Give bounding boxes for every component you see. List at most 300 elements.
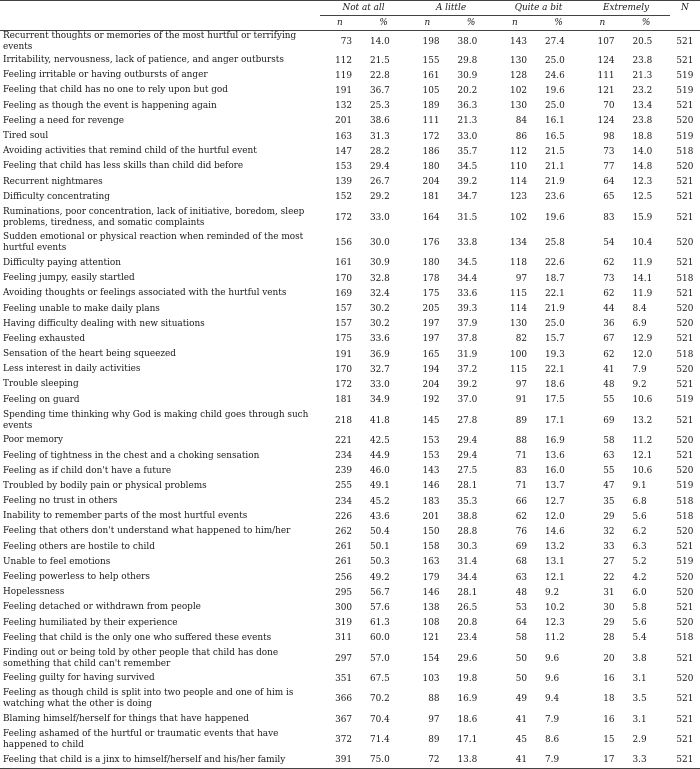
cell-extremely-pct: 12.1	[632, 451, 653, 462]
symptom-label: Inability to remember parts of the most hurtful events	[3, 511, 248, 522]
cell-a-little-n: 201	[422, 511, 440, 522]
cell-quite-a-bit-pct: 13.7	[545, 481, 565, 492]
cell-total-n: 521	[676, 55, 694, 66]
cell-a-little-n: 205	[422, 304, 440, 315]
cell-extremely-pct: 11.9	[632, 258, 653, 269]
table-row	[0, 347, 700, 362]
table-row	[0, 393, 700, 408]
cell-quite-a-bit-n: 110	[510, 161, 527, 172]
cell-quite-a-bit-n: 89	[515, 415, 527, 426]
symptom-label: Sensation of the heart being squeezed	[3, 349, 176, 360]
cell-quite-a-bit-n: 100	[510, 349, 527, 360]
table-row	[0, 159, 700, 174]
cell-not-at-all-n: 297	[335, 653, 353, 664]
cell-not-at-all-n: 132	[335, 101, 353, 112]
table-row	[0, 712, 700, 727]
cell-total-n: 521	[676, 334, 694, 345]
cell-a-little-pct: 34.7	[457, 192, 478, 203]
cell-total-n: 521	[676, 415, 694, 426]
cell-not-at-all-n: 153	[335, 161, 353, 172]
cell-total-n: 519	[676, 131, 694, 142]
cell-not-at-all-n: 366	[335, 694, 353, 705]
cell-extremely-pct: 12.0	[632, 349, 653, 360]
symptom-label: Feeling jumpy, easily startled	[3, 273, 135, 284]
table-row	[0, 230, 700, 256]
table-row	[0, 332, 700, 347]
table-row	[0, 114, 700, 129]
cell-not-at-all-n: 221	[335, 435, 353, 446]
cell-a-little-n: 145	[422, 415, 440, 426]
cell-quite-a-bit-n: 91	[515, 395, 527, 406]
cell-not-at-all-n: 157	[335, 319, 353, 330]
symptom-label: Feeling as if child don't have a future	[3, 465, 172, 476]
cell-total-n: 521	[676, 177, 694, 188]
symptom-label: Irritability, nervousness, lack of patience, and anger outbursts	[3, 55, 284, 66]
table-row	[0, 479, 700, 494]
table-row	[0, 671, 700, 686]
table-row	[0, 570, 700, 585]
cell-a-little-n: 105	[422, 85, 440, 96]
symptom-label: Recurrent thoughts or memories of the most hurtful or terrifying events	[3, 31, 297, 52]
cell-quite-a-bit-pct: 25.0	[545, 101, 565, 112]
cell-a-little-pct: 34.4	[457, 572, 478, 583]
cell-a-little-n: 146	[422, 587, 440, 598]
symptom-label: Feeling that child is a jinx to himself/herself and his/her family	[0, 753, 320, 769]
cell-extremely-pct: 13.4	[632, 101, 653, 112]
cell-quite-a-bit-pct: 27.4	[545, 37, 565, 47]
cell-quite-a-bit-pct: 22.1	[545, 288, 565, 299]
cell-not-at-all-n: 319	[335, 618, 353, 629]
cell-extremely-pct: 6.2	[632, 526, 647, 537]
cell-a-little-pct: 20.8	[457, 618, 478, 629]
cell-a-little-n: 189	[422, 101, 440, 112]
cell-not-at-all-pct: 34.9	[370, 395, 390, 406]
cell-extremely-n: 30	[603, 602, 615, 613]
cell-quite-a-bit-n: 64	[515, 618, 527, 629]
cell-quite-a-bit-pct: 21.1	[545, 161, 565, 172]
cell-not-at-all-pct: 30.0	[370, 238, 390, 249]
cell-extremely-pct: 5.6	[632, 618, 647, 629]
cell-extremely-n: 32	[603, 526, 615, 537]
cell-a-little-n: 138	[422, 602, 440, 613]
cell-a-little-pct: 33.0	[457, 131, 478, 142]
cell-quite-a-bit-n: 97	[515, 379, 527, 390]
cell-quite-a-bit-n: 112	[510, 146, 527, 157]
cell-total-n: 518	[676, 349, 694, 360]
cell-a-little-n: 103	[422, 673, 440, 684]
cell-a-little-pct: 20.2	[457, 85, 478, 96]
symptom-label: Feeling humiliated by their experience	[3, 617, 178, 628]
pct-header: %	[535, 16, 582, 31]
cell-not-at-all-pct: 14.0	[370, 37, 390, 47]
cell-quite-a-bit-pct: 22.6	[545, 258, 565, 269]
cell-a-little-n: 143	[422, 466, 440, 477]
cell-a-little-pct: 21.3	[457, 116, 478, 127]
cell-a-little-pct: 33.8	[457, 238, 478, 249]
cell-total-n: 521	[670, 753, 700, 769]
cell-quite-a-bit-pct: 16.1	[545, 116, 565, 127]
cell-not-at-all-n: 163	[335, 131, 353, 142]
cell-quite-a-bit-n: 143	[510, 37, 527, 47]
cell-extremely-pct: 12.9	[632, 334, 653, 345]
symptom-label: Feeling no trust in others	[3, 496, 118, 507]
cell-total-n: 521	[676, 694, 694, 705]
cell-quite-a-bit-n: 82	[515, 334, 527, 345]
cell-not-at-all-n: 191	[335, 349, 353, 360]
cell-extremely-pct: 3.3	[623, 753, 670, 769]
cell-quite-a-bit-n: 88	[515, 435, 527, 446]
cell-a-little-n: 183	[422, 496, 440, 507]
cell-not-at-all-pct: 57.6	[370, 602, 390, 613]
cell-total-n: 519	[676, 85, 694, 96]
cell-extremely-pct: 9.2	[632, 379, 647, 390]
cell-a-little-pct: 31.5	[457, 212, 478, 223]
cell-total-n: 518	[676, 273, 694, 284]
cell-not-at-all-pct: 70.2	[370, 694, 390, 705]
cell-extremely-pct: 11.2	[632, 435, 653, 446]
cell-a-little-pct: 34.5	[457, 161, 478, 172]
cell-a-little-pct: 35.7	[457, 146, 478, 157]
cell-a-little-pct: 17.1	[457, 735, 478, 745]
cell-a-little-n: 194	[422, 364, 440, 375]
cell-not-at-all-pct: 49.2	[370, 572, 390, 583]
cell-a-little-pct: 27.8	[457, 415, 478, 426]
cell-a-little-n: 89	[428, 735, 440, 745]
cell-not-at-all-n: 112	[335, 55, 353, 66]
cell-quite-a-bit-n: 102	[510, 212, 527, 223]
cell-quite-a-bit-pct: 16.0	[545, 466, 565, 477]
symptom-label: Feeling that child has no one to rely upon but god	[3, 85, 228, 96]
cell-not-at-all-pct: 67.5	[370, 673, 390, 684]
cell-total-n: 521	[676, 451, 694, 462]
table-row	[0, 301, 700, 316]
cell-total-n: 521	[676, 101, 694, 112]
cell-a-little-pct: 39.2	[457, 177, 478, 188]
cell-a-little-pct: 29.4	[457, 435, 478, 446]
cell-quite-a-bit-pct: 12.7	[545, 496, 565, 507]
cell-total-n: 520	[676, 673, 694, 684]
cell-quite-a-bit-pct: 12.3	[545, 618, 565, 629]
cell-quite-a-bit-n: 83	[515, 466, 527, 477]
cell-quite-a-bit-pct: 13.1	[545, 557, 565, 568]
cell-a-little-pct: 37.2	[457, 364, 478, 375]
symptom-label: Feeling unable to make daily plans	[3, 303, 160, 314]
symptom-label: Feeling powerless to help others	[3, 572, 150, 583]
cell-a-little-pct: 33.6	[457, 288, 478, 299]
cell-not-at-all-pct: 42.5	[370, 435, 390, 446]
symptom-label: Feeling that others don't understand what happened to him/her	[3, 526, 291, 537]
cell-a-little-pct: 38.8	[457, 511, 478, 522]
cell-extremely-n: 28	[603, 633, 615, 644]
table-row	[0, 144, 700, 159]
table-row	[0, 256, 700, 271]
cell-extremely-n: 22	[603, 572, 615, 583]
cell-a-little-pct: 30.3	[457, 542, 478, 553]
cell-quite-a-bit-n: 71	[515, 451, 527, 462]
cell-a-little-n: 197	[422, 334, 440, 345]
cell-quite-a-bit-n: 50	[515, 653, 527, 664]
cell-quite-a-bit-n: 118	[510, 258, 527, 269]
cell-quite-a-bit-pct: 13.6	[545, 451, 565, 462]
cell-quite-a-bit-pct: 10.2	[545, 602, 565, 613]
cell-quite-a-bit-n: 76	[515, 526, 527, 537]
cell-extremely-pct: 6.3	[632, 542, 647, 553]
cell-extremely-n: 73	[603, 146, 615, 157]
symptom-label: Feeling on guard	[3, 394, 80, 405]
n-header: n	[582, 16, 622, 31]
cell-extremely-pct: 5.2	[632, 557, 647, 568]
cell-quite-a-bit-pct: 15.7	[545, 334, 565, 345]
cell-quite-a-bit-pct: 9.2	[545, 587, 560, 598]
cell-quite-a-bit-n: 130	[510, 101, 527, 112]
cell-quite-a-bit-pct: 21.9	[545, 304, 565, 315]
cell-a-little-n: 204	[422, 379, 440, 390]
cell-not-at-all-n: 157	[335, 304, 353, 315]
cell-extremely-n: 15	[603, 735, 615, 745]
cell-a-little-pct: 28.8	[457, 526, 478, 537]
table-row	[0, 464, 700, 479]
table-row	[0, 524, 700, 539]
cell-extremely-pct: 6.0	[632, 587, 647, 598]
cell-quite-a-bit-n: 123	[510, 192, 527, 203]
group-header-quite-a-bit: Quite a bit	[495, 1, 583, 16]
cell-not-at-all-pct: 36.7	[370, 85, 390, 96]
cell-a-little-pct: 13.8	[448, 753, 495, 769]
cell-total-n: 521	[676, 379, 694, 390]
cell-quite-a-bit-pct: 17.5	[545, 395, 565, 406]
cell-not-at-all-n: 239	[335, 466, 353, 477]
table-row	[0, 190, 700, 205]
cell-extremely-n: 54	[603, 238, 615, 249]
cell-a-little-pct: 36.3	[457, 101, 478, 112]
cell-quite-a-bit-n: 62	[515, 511, 527, 522]
cell-total-n: 521	[676, 653, 694, 664]
cell-quite-a-bit-n: 58	[515, 633, 527, 644]
cell-a-little-pct: 31.9	[457, 349, 478, 360]
cell-total-n: 519	[676, 395, 694, 406]
cell-extremely-pct: 23.8	[632, 55, 653, 66]
cell-not-at-all-n: 156	[335, 238, 353, 249]
table-row	[0, 286, 700, 301]
cell-quite-a-bit-pct: 21.9	[545, 177, 565, 188]
cell-quite-a-bit-pct: 7.9	[535, 753, 582, 769]
cell-extremely-pct: 5.6	[632, 511, 647, 522]
symptom-label: Poor memory	[3, 435, 64, 446]
symptom-label: Avoiding thoughts or feelings associated with the hurtful vents	[3, 288, 287, 299]
cell-a-little-pct: 27.5	[457, 466, 478, 477]
cell-extremely-n: 55	[603, 395, 615, 406]
cell-total-n: 521	[676, 714, 694, 725]
cell-not-at-all-pct: 50.1	[370, 542, 390, 553]
table-row	[0, 175, 700, 190]
cell-not-at-all-n: 261	[335, 542, 353, 553]
cell-total-n: 521	[676, 258, 694, 269]
cell-not-at-all-n: 255	[335, 481, 353, 492]
cell-extremely-pct: 7.9	[632, 364, 647, 375]
total-n-header: N	[670, 1, 700, 16]
cell-total-n: 518	[676, 633, 694, 644]
cell-not-at-all-pct: 32.4	[370, 288, 390, 299]
cell-a-little-n: 111	[422, 116, 440, 127]
symptom-label: Feeling as though the event is happening again	[3, 100, 217, 111]
cell-extremely-pct: 9.1	[632, 481, 647, 492]
cell-not-at-all-n: 170	[335, 273, 353, 284]
n-header: n	[495, 16, 535, 31]
cell-extremely-n: 65	[603, 192, 615, 203]
cell-total-n: 519	[676, 481, 694, 492]
cell-not-at-all-pct: 36.9	[370, 349, 390, 360]
cell-not-at-all-n: 181	[335, 395, 353, 406]
symptom-label: Feeling guilty for having survived	[3, 673, 155, 684]
cell-quite-a-bit-pct: 18.7	[545, 273, 565, 284]
cell-a-little-n: 154	[422, 653, 440, 664]
symptom-label: Feeling a need for revenge	[3, 115, 125, 126]
cell-extremely-pct: 21.3	[632, 70, 653, 81]
cell-a-little-pct: 23.4	[457, 633, 478, 644]
cell-not-at-all-pct: 25.3	[370, 101, 390, 112]
cell-not-at-all-n: 391	[320, 753, 360, 769]
cell-not-at-all-n: 147	[335, 146, 353, 157]
symptom-label: Feeling ashamed of the hurtful or traumatic events that have happened to child	[3, 729, 279, 750]
table-row	[0, 585, 700, 600]
cell-extremely-n: 63	[603, 451, 615, 462]
cell-not-at-all-n: 261	[335, 557, 353, 568]
row-label-header	[0, 1, 320, 16]
cell-quite-a-bit-n: 68	[515, 557, 527, 568]
cell-not-at-all-n: 311	[335, 633, 353, 644]
cell-not-at-all-pct: 33.0	[370, 379, 390, 390]
cell-a-little-pct: 37.8	[457, 334, 478, 345]
cell-quite-a-bit-pct: 21.5	[545, 146, 565, 157]
symptom-label: Having difficulty dealing with new situations	[3, 318, 205, 329]
cell-not-at-all-pct: 70.4	[370, 714, 390, 725]
table-row	[0, 727, 700, 753]
symptom-label: Ruminations, poor concentration, lack of initiative, boredom, sleep problems, tiredness, and somatic complaints	[3, 206, 305, 228]
table-row	[0, 129, 700, 144]
cell-not-at-all-n: 300	[335, 602, 353, 613]
symptom-label: Feeling that child has less skills than child did before	[3, 161, 244, 172]
table-row	[0, 753, 700, 769]
pct-header: %	[448, 16, 495, 31]
cell-extremely-pct: 14.8	[632, 161, 653, 172]
cell-quite-a-bit-pct: 7.9	[545, 714, 560, 725]
cell-quite-a-bit-pct: 19.6	[545, 212, 565, 223]
cell-total-n: 521	[676, 288, 694, 299]
cell-total-n: 521	[676, 735, 694, 745]
cell-total-n: 519	[676, 557, 694, 568]
cell-not-at-all-n: 201	[335, 116, 353, 127]
cell-quite-a-bit-pct: 9.4	[545, 694, 560, 705]
cell-not-at-all-n: 262	[335, 526, 353, 537]
cell-a-little-n: 204	[422, 177, 440, 188]
group-header-row	[0, 1, 700, 16]
cell-quite-a-bit-pct: 25.0	[545, 319, 565, 330]
cell-not-at-all-n: 256	[335, 572, 353, 583]
cell-total-n: 520	[676, 435, 694, 446]
cell-a-little-n: 153	[422, 435, 440, 446]
table-row	[0, 83, 700, 98]
cell-extremely-n: 64	[603, 177, 615, 188]
cell-not-at-all-pct: 71.4	[370, 735, 390, 745]
cell-not-at-all-pct: 21.5	[370, 55, 390, 66]
pct-header: %	[360, 16, 407, 31]
cell-quite-a-bit-pct: 17.1	[545, 415, 565, 426]
cell-extremely-pct: 5.8	[632, 602, 647, 613]
cell-not-at-all-n: 139	[335, 177, 353, 188]
cell-extremely-pct: 14.1	[632, 273, 653, 284]
cell-quite-a-bit-n: 71	[515, 481, 527, 492]
cell-not-at-all-pct: 32.8	[370, 273, 390, 284]
cell-not-at-all-n: 191	[335, 85, 353, 96]
cell-extremely-pct: 2.9	[632, 735, 647, 745]
table-row	[0, 31, 700, 54]
cell-extremely-pct: 18.8	[632, 131, 653, 142]
cell-extremely-n: 83	[603, 212, 615, 223]
cell-not-at-all-pct: 31.3	[370, 131, 390, 142]
cell-a-little-pct: 38.0	[457, 37, 478, 47]
cell-extremely-pct: 11.9	[632, 288, 653, 299]
cell-quite-a-bit-n: 115	[510, 288, 527, 299]
cell-a-little-n: 198	[422, 37, 440, 47]
cell-quite-a-bit-n: 53	[515, 602, 527, 613]
cell-a-little-pct: 18.6	[457, 714, 478, 725]
cell-not-at-all-n: 234	[335, 451, 353, 462]
cell-quite-a-bit-pct: 9.6	[545, 673, 560, 684]
cell-not-at-all-pct: 50.4	[370, 526, 390, 537]
group-header-a-little: A little	[407, 1, 495, 16]
pct-header: %	[623, 16, 670, 31]
cell-extremely-n: 58	[603, 435, 615, 446]
cell-extremely-n: 27	[603, 557, 615, 568]
cell-a-little-pct: 34.5	[457, 258, 478, 269]
cell-extremely-n: 31	[603, 587, 615, 598]
symptom-label: Blaming himself/herself for things that have happened	[3, 714, 249, 725]
cell-not-at-all-pct: 30.9	[370, 258, 390, 269]
symptom-label: Less interest in daily activities	[3, 364, 141, 375]
symptom-label: Difficulty paying attention	[3, 257, 121, 268]
cell-not-at-all-pct: 33.0	[370, 212, 390, 223]
n-header: n	[320, 16, 360, 31]
cell-a-little-pct: 26.5	[457, 602, 478, 613]
cell-quite-a-bit-pct: 12.1	[545, 572, 565, 583]
cell-quite-a-bit-pct: 16.5	[545, 131, 565, 142]
cell-a-little-n: 165	[422, 349, 440, 360]
symptom-label: Difficulty concentrating	[3, 191, 110, 202]
cell-not-at-all-n: 169	[335, 288, 353, 299]
cell-quite-a-bit-n: 45	[515, 735, 527, 745]
cell-not-at-all-n: 119	[335, 70, 353, 81]
cell-extremely-n: 111	[597, 70, 615, 81]
cell-quite-a-bit-n: 49	[515, 694, 527, 705]
cell-extremely-pct: 10.6	[632, 395, 653, 406]
group-header-extremely: Extremely	[582, 1, 670, 16]
cell-total-n: 520	[676, 116, 694, 127]
cell-extremely-n: 36	[603, 319, 615, 330]
cell-total-n: 521	[676, 542, 694, 553]
cell-a-little-n: 172	[422, 131, 440, 142]
cell-quite-a-bit-n: 48	[515, 587, 527, 598]
cell-quite-a-bit-n: 50	[515, 673, 527, 684]
cell-total-n: 520	[676, 319, 694, 330]
cell-a-little-pct: 28.1	[457, 481, 478, 492]
cell-a-little-n: 146	[422, 481, 440, 492]
cell-a-little-pct: 29.6	[457, 653, 478, 664]
cell-a-little-n: 108	[422, 618, 440, 629]
group-header-not-at-all: Not at all	[320, 1, 407, 16]
cell-quite-a-bit-pct: 23.6	[545, 192, 565, 203]
cell-extremely-pct: 13.2	[632, 415, 653, 426]
cell-a-little-pct: 28.1	[457, 587, 478, 598]
